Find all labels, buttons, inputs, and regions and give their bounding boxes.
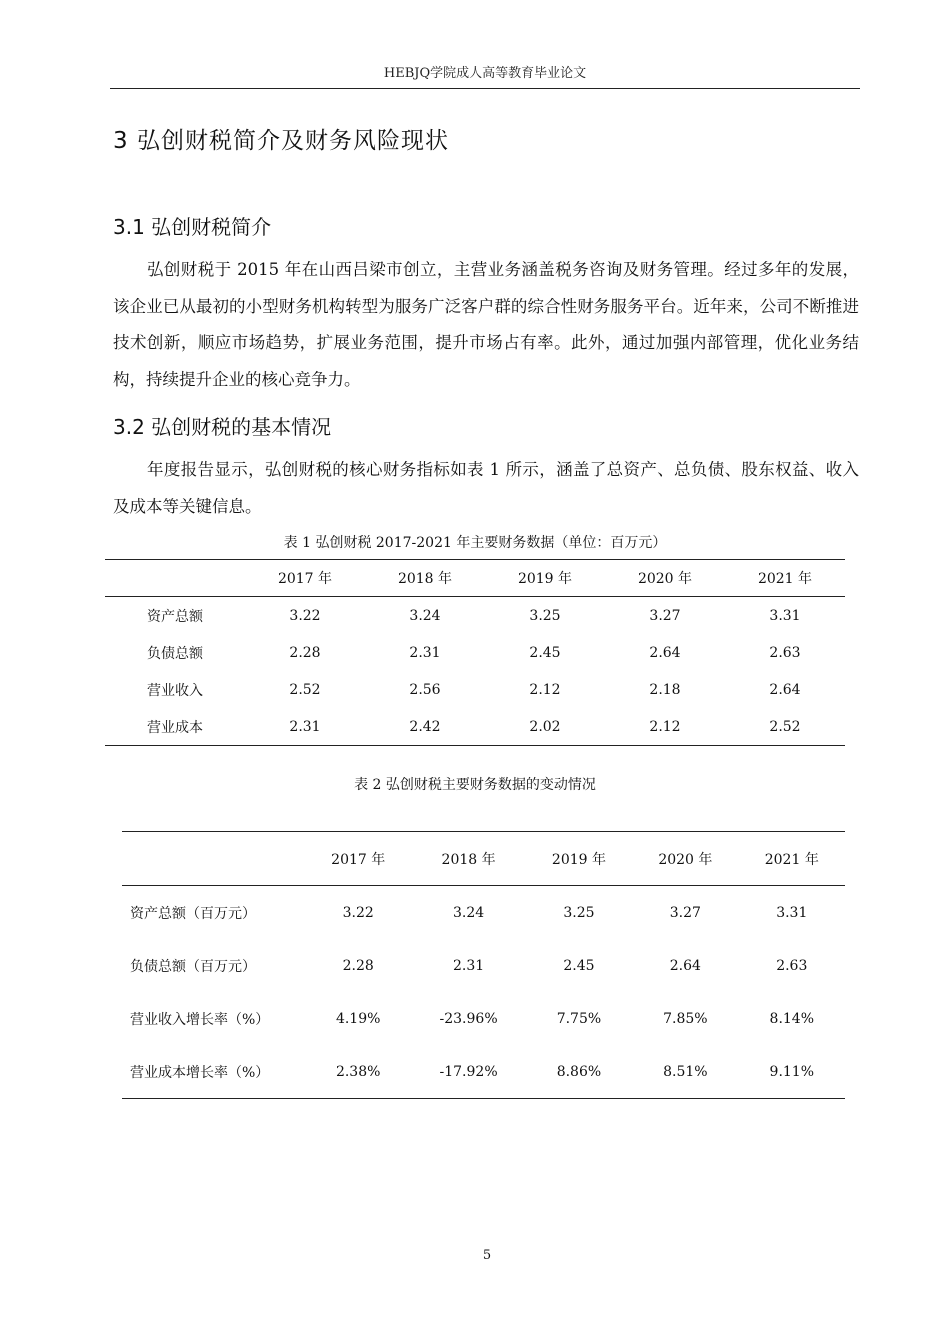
table2-cell: 7.75% bbox=[556, 1010, 602, 1027]
table1-cell: 3.22 bbox=[289, 607, 321, 624]
table1-header-cell: 2018 年 bbox=[365, 560, 485, 597]
table2-row bbox=[122, 992, 845, 1045]
table2-cell: 3.31 bbox=[776, 904, 808, 921]
table1-cell: 3.24 bbox=[409, 607, 441, 624]
table1-header-cell: 2021 年 bbox=[725, 560, 845, 597]
table2-row-label: 营业成本增长率（%） bbox=[130, 1064, 270, 1081]
table1-row bbox=[105, 671, 845, 708]
table1-cell: 2.56 bbox=[409, 681, 441, 698]
section-3-1-paragraph: 弘创财税于 2015 年在山西吕梁市创立，主营业务涵盖税务咨询及财务管理。经过多年的发展，该企业已从最初的小型财务机构转型为服务广泛客户群的综合性财务服务平台。近年来，公司不断推进技术创新，顺应市场趋势，扩展业务范围，提升市场占有率。此外，通过加强内部管理，优化业务结构，持续提升企业的核心竞争力。 bbox=[113, 260, 859, 389]
table2-cell: 9.11% bbox=[769, 1063, 815, 1080]
table2-header-cell: 2018 年 bbox=[411, 832, 525, 886]
table1-header-cell: 2017 年 bbox=[245, 560, 365, 597]
table2 bbox=[122, 831, 845, 1099]
table1-header-cell: 2020 年 bbox=[605, 560, 725, 597]
section-title-3-2: 3.2 弘创财税的基本情况 bbox=[113, 415, 332, 439]
table2-cell: 8.14% bbox=[769, 1010, 815, 1027]
table2-row-label: 营业收入增长率（%） bbox=[130, 1011, 270, 1028]
section-3-2-paragraph: 年度报告显示，弘创财税的核心财务指标如表 1 所示，涵盖了总资产、总负债、股东权益、收入及成本等关键信息。 bbox=[113, 460, 859, 516]
table1-cell: 2.12 bbox=[649, 718, 681, 735]
table1-row-label: 营业成本 bbox=[147, 719, 203, 736]
table1-row-label: 营业收入 bbox=[147, 682, 203, 699]
table2-cell: 7.85% bbox=[663, 1010, 708, 1027]
table1-cell: 2.02 bbox=[529, 718, 561, 735]
table2-header-row bbox=[122, 832, 845, 886]
table1-cell: 2.63 bbox=[769, 644, 801, 661]
table2-cell: -17.92% bbox=[439, 1063, 498, 1080]
table2-cell: 2.38% bbox=[335, 1063, 381, 1080]
table1-cell: 3.27 bbox=[649, 607, 681, 624]
table1-cell: 2.52 bbox=[769, 718, 801, 735]
table2-row bbox=[122, 939, 845, 992]
table1-cell: 3.25 bbox=[529, 607, 561, 624]
table2-cell: 3.25 bbox=[563, 904, 595, 921]
table1-row-label: 资产总额 bbox=[147, 608, 203, 625]
table1-cell: 3.31 bbox=[769, 607, 801, 624]
table1-cell: 2.12 bbox=[529, 681, 561, 698]
table2-cell: 3.27 bbox=[669, 904, 701, 921]
table1-caption: 表 1 弘创财税 2017-2021 年主要财务数据（单位：百万元） bbox=[283, 535, 667, 551]
table1-cell: 2.31 bbox=[289, 718, 321, 735]
table2-row bbox=[122, 1045, 845, 1099]
table2-header-cell: 2021 年 bbox=[739, 832, 845, 886]
table2-cell: 2.63 bbox=[776, 957, 808, 974]
table2-cell: 2.28 bbox=[342, 957, 374, 974]
table1-header-cell: 2019 年 bbox=[485, 560, 605, 597]
section-title-3-1: 3.1 弘创财税简介 bbox=[113, 215, 272, 239]
table1-cell: 2.45 bbox=[529, 644, 561, 661]
table2-caption: 表 2 弘创财税主要财务数据的变动情况 bbox=[354, 777, 596, 793]
table2-cell: -23.96% bbox=[439, 1010, 498, 1027]
table1 bbox=[105, 559, 845, 746]
table2-cell: 2.64 bbox=[669, 957, 701, 974]
table1-row bbox=[105, 634, 845, 671]
table2-row-label: 负债总额（百万元） bbox=[130, 958, 256, 975]
table1-row-label: 负债总额 bbox=[147, 645, 203, 662]
table2-cell: 2.45 bbox=[563, 957, 595, 974]
table1-cell: 2.42 bbox=[409, 718, 441, 735]
chapter-title: 3 弘创财税简介及财务风险现状 bbox=[113, 128, 449, 154]
table1-cell: 2.28 bbox=[289, 644, 321, 661]
table1-cell: 2.64 bbox=[769, 681, 801, 698]
table1-cell: 2.31 bbox=[409, 644, 441, 661]
table2-header-cell bbox=[122, 832, 305, 886]
table1-header-row bbox=[105, 560, 845, 597]
table2-cell: 3.22 bbox=[342, 904, 374, 921]
table1-cell: 2.64 bbox=[649, 644, 681, 661]
table2-cell: 3.24 bbox=[452, 904, 485, 921]
table1-row bbox=[105, 708, 845, 746]
page-number: 5 bbox=[482, 1248, 492, 1263]
table1-row bbox=[105, 597, 845, 635]
page-header: HEBJQ学院成人高等教育毕业论文 bbox=[110, 64, 860, 89]
table2-cell: 4.19% bbox=[335, 1010, 381, 1027]
table2-row bbox=[122, 886, 845, 940]
table1-cell: 2.18 bbox=[649, 681, 681, 698]
table1-cell: 2.52 bbox=[289, 681, 321, 698]
table2-header-cell: 2020 年 bbox=[632, 832, 738, 886]
table1-header-cell bbox=[105, 560, 245, 597]
table2-row-label: 资产总额（百万元） bbox=[130, 905, 256, 922]
table2-header-cell: 2019 年 bbox=[526, 832, 632, 886]
table2-cell: 8.86% bbox=[556, 1063, 602, 1080]
table2-cell: 8.51% bbox=[663, 1063, 708, 1080]
table2-cell: 2.31 bbox=[452, 957, 485, 974]
table2-header-cell: 2017 年 bbox=[305, 832, 411, 886]
